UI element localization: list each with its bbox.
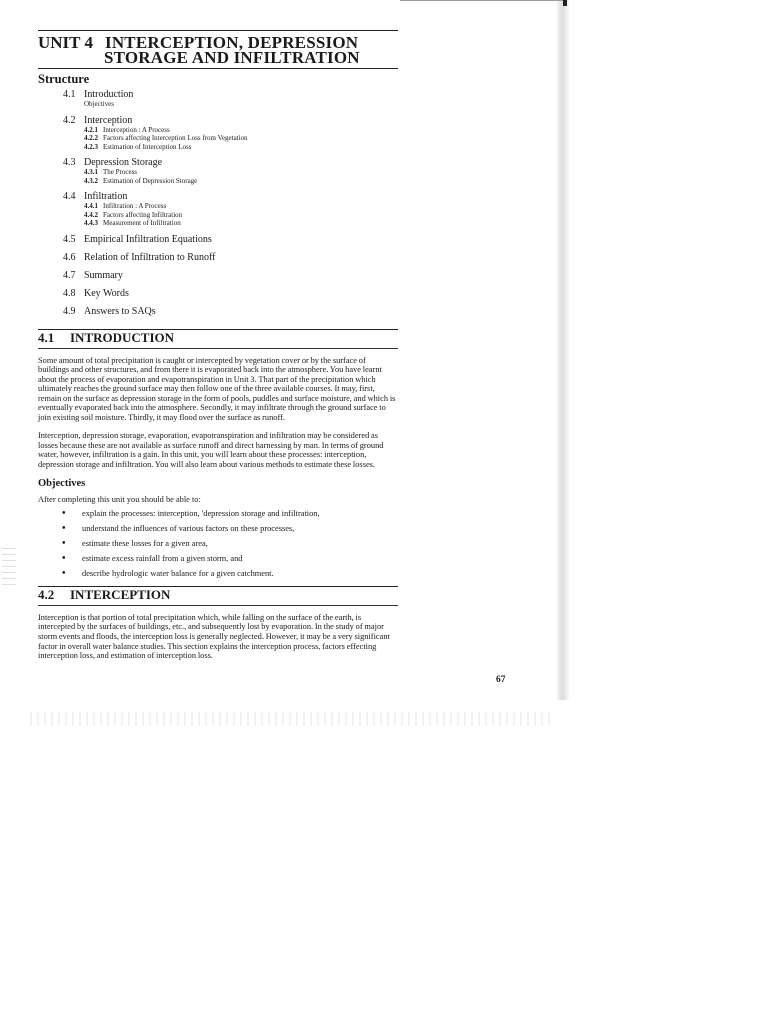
section-heading-introduction (38, 331, 398, 345)
list-item (62, 509, 398, 519)
toc-item-number: 4.7 (63, 269, 76, 281)
toc-subitem (84, 177, 398, 186)
toc-subitem-number: 4.2.3 (84, 142, 98, 151)
toc-item-number: 4.5 (63, 233, 76, 245)
toc-item (63, 306, 398, 317)
toc-item-number: 4.4 (63, 191, 76, 202)
toc-item-label: Empirical Infiltration Equations (84, 233, 212, 245)
toc-item (63, 191, 398, 202)
list-item-text: estimate these losses for a given area, (82, 538, 208, 548)
unit-title-line1: INTERCEPTION, DEPRESSION (105, 33, 359, 52)
toc-subitem (84, 134, 398, 143)
section-rule-bottom (38, 348, 398, 349)
toc-item (63, 89, 398, 100)
toc-subitem-number: 4.3.2 (84, 176, 98, 185)
toc-item-label: Answers to SAQs (84, 305, 156, 317)
toc-subitem-number: 4.2.1 (84, 125, 98, 134)
intro-paragraph-2: Interception, depression storage, evaporation, evapotranspiration and infiltration may be considered as losses because these are not available as surface runoff and direct harnessing by man. In terms of ground water, however, infiltration is a gain. In this unit, you will learn about these processes: interception, depression storage and infiltration. You will also learn about various methods to estimate these losses. (38, 431, 384, 469)
page-number: 67 (496, 675, 506, 685)
toc-subitem-label: Estimation of Interception Loss (103, 142, 192, 151)
toc-item (63, 157, 398, 168)
toc-item-number: 4.6 (63, 251, 76, 263)
toc-subitem (84, 202, 398, 211)
toc-item-number: 4.8 (63, 287, 76, 299)
scan-margin-noise (2, 545, 16, 585)
toc-item-note: Objectives (84, 100, 114, 108)
list-item (62, 539, 398, 549)
list-item-text: explain the processes: interception, 'depression storage and infiltration, (82, 508, 320, 518)
scan-bottom-noise (30, 712, 550, 726)
toc-subitem-number: 4.2.2 (84, 134, 98, 142)
section-rule-bottom (38, 605, 398, 606)
bullet-icon: • (62, 507, 66, 519)
title-rule-bottom (38, 68, 398, 69)
toc-item-label: Relation of Infiltration to Runoff (84, 251, 216, 263)
toc-subitem-label: Infiltration : A Process (103, 202, 167, 210)
toc-spacer (63, 228, 398, 232)
list-item (62, 569, 398, 579)
bullet-icon: • (62, 522, 66, 534)
toc-item (63, 115, 398, 126)
toc-subitem-label: The Process (103, 168, 138, 176)
toc-item (63, 270, 398, 281)
list-item-text: describe hydrologic water balance for a given catchment. (82, 568, 274, 578)
top-edge-rule (400, 0, 566, 6)
toc-spacer (63, 245, 398, 250)
list-item-text: understand the influences of various factors on these processes, (82, 523, 295, 533)
page-edge-shadow (557, 0, 569, 700)
toc-subitem-label: Factors affecting Infiltration (103, 210, 183, 219)
interception-paragraph: Interception is that portion of total precipitation which, while falling on the surface of the earth, is intercepted by the surfaces of buildings, etc., and subsequently lost by evaporation. In the study of major storm events and floods, the interception loss is generally neglected. However, it may be a very significant factor in overall water balance studies. This section explains the interception process, factors effecting interception loss, and estimation of interception loss. (38, 612, 390, 661)
structure-heading: Structure (38, 72, 90, 86)
toc-item-label: Infiltration (84, 191, 128, 202)
list-item (62, 524, 398, 534)
toc-item-label: Introduction (84, 89, 134, 100)
objectives-intro: After completing this unit you should be able to: (38, 494, 201, 504)
toc-spacer (63, 317, 398, 322)
toc-item (63, 252, 398, 263)
objectives-heading: Objectives (38, 477, 86, 489)
toc-spacer (63, 151, 398, 155)
toc-item-label: Interception (84, 114, 133, 126)
unit-title-line2: STORAGE AND INFILTRATION (104, 48, 360, 67)
toc-subitem (84, 126, 398, 135)
toc-subitem-label: Interception : A Process (103, 125, 170, 134)
intro-paragraph-1: Some amount of total precipitation is caught or intercepted by vegetation cover or by the surface of buildings and other structures, and from there it is evaporated back into the atmosphere. You have learnt about the process of evaporation and evapotranspiration in Unit 3. That part of the precipitation which ultimately reaches the ground surface may then follow one of the three available courses. It may, first, remain on the surface as depression storage in the form of pools, puddles and surface moisture, and which is eventually evaporated back into the atmosphere. Secondly, it may infiltrate through the ground surface to join existing soil moisture. Thirdly, it may flood over the surface as runoff. (38, 355, 396, 423)
toc-item-number: 4.9 (63, 305, 76, 317)
toc-subitem (84, 219, 398, 228)
toc-item-label: Summary (84, 269, 123, 281)
objectives-list (62, 509, 398, 579)
toc-item-number: 4.1 (63, 89, 76, 100)
toc-subitem (84, 168, 398, 177)
table-of-contents (63, 89, 398, 322)
toc-subitem-number: 4.3.1 (84, 168, 98, 176)
toc-item (63, 288, 398, 299)
bullet-icon: • (62, 552, 66, 564)
toc-subitem (84, 143, 398, 152)
toc-subitem-number: 4.4.3 (84, 219, 98, 227)
section-number: 4.2 (38, 586, 55, 602)
toc-item-number: 4.3 (63, 157, 76, 168)
list-item-text: estimate excess rainfall from a given storm, and (82, 553, 243, 563)
toc-spacer (63, 263, 398, 268)
section-number: 4.1 (38, 329, 55, 345)
bullet-icon: • (62, 537, 66, 549)
toc-spacer (63, 299, 398, 304)
unit-header (38, 35, 398, 65)
toc-item-label: Depression Storage (84, 157, 163, 168)
document-page (38, 30, 398, 669)
toc-spacer (63, 281, 398, 286)
title-rule-top (38, 30, 398, 31)
toc-subitem-number: 4.4.2 (84, 210, 98, 219)
toc-subitem-label: Measurement of Infiltration (103, 219, 181, 227)
toc-subitem-label: Factors affecting Interception Loss from Vegetation (103, 134, 248, 142)
toc-item-number: 4.2 (63, 114, 76, 126)
list-item (62, 554, 398, 564)
edge-mark (563, 0, 567, 6)
toc-spacer (63, 185, 398, 189)
toc-spacer (63, 109, 398, 113)
section-title: INTERCEPTION (70, 586, 171, 602)
bullet-icon: • (62, 567, 66, 579)
toc-item-label: Key Words (84, 287, 129, 299)
unit-title (104, 35, 360, 65)
unit-label: UNIT 4 (38, 33, 93, 52)
section-heading-interception (38, 588, 398, 602)
toc-subitem-label: Estimation of Depression Storage (103, 176, 198, 185)
toc-item (63, 234, 398, 245)
section-title: INTRODUCTION (70, 329, 175, 345)
toc-subitem (84, 211, 398, 220)
toc-subitem-number: 4.4.1 (84, 202, 98, 210)
